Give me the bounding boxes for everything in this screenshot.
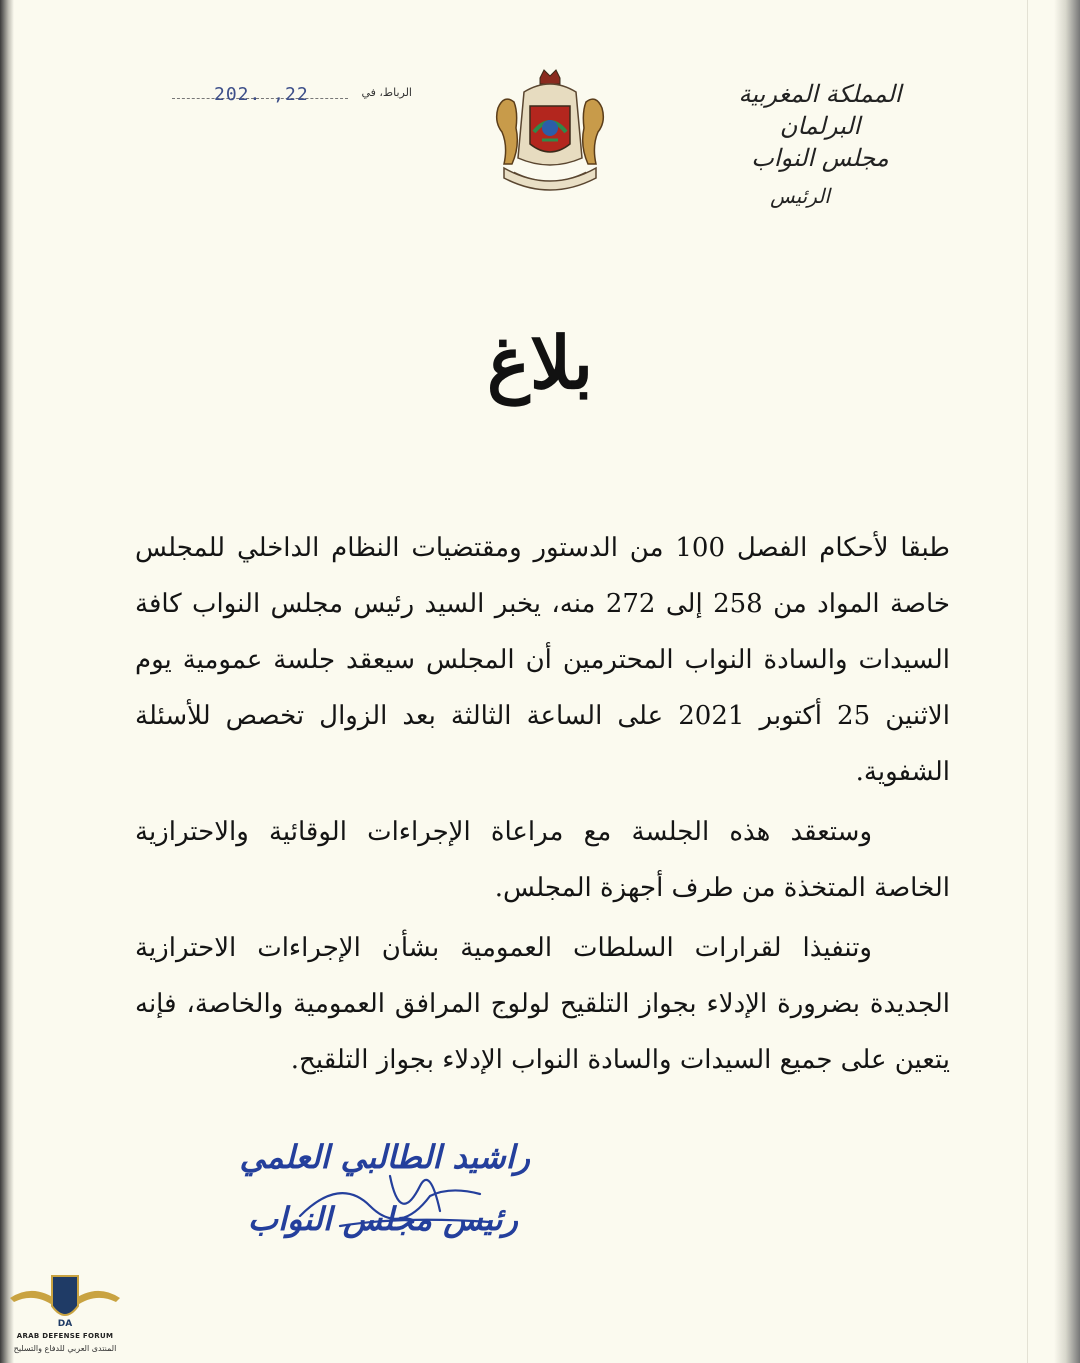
svg-text:DA: DA	[57, 1319, 73, 1329]
paper-fold-line	[1027, 0, 1028, 1363]
document-body	[135, 520, 950, 1092]
date-stamp: 202. ,22	[214, 84, 309, 105]
body-paragraph: طبقا لأحكام الفصل 100 من الدستور ومقتضيات النظام الداخلي للمجلس خاصة المواد من 258 إلى 272 منه، يخبر السيد رئيس مجلس النواب كافة السيدات والسادة النواب المحترمين أن المجلس سيعقد جلسة عمومية يوم الاثنين 25 أكتوبر 2021 على الساعة الثالثة بعد الزوال تخصص للأسئلة الشفوية.	[135, 533, 950, 787]
signatory-title: رئيس مجلس النواب	[247, 1200, 518, 1238]
scan-edge-left	[0, 0, 14, 1363]
document-title: بلاغ	[487, 320, 593, 405]
header-line-parliament: البرلمان	[779, 112, 861, 140]
scan-edge-right	[1054, 0, 1080, 1363]
coat-of-arms-icon	[484, 68, 616, 196]
signatory-name: راشيد الطالبي العلمي	[239, 1138, 530, 1176]
body-paragraph: وستعقد هذه الجلسة مع مراعاة الإجراءات الوقائية والاحترازية الخاصة المتخذة من طرف أجهزة المجلس.	[135, 817, 950, 903]
date-line	[172, 86, 412, 110]
signature-block	[240, 1130, 540, 1260]
body-paragraph: وتنفيذا لقرارات السلطات العمومية بشأن الإجراءات الاحترازية الجديدة بضرورة الإدلاء بجواز التلقيح لولوج المرافق العمومية والخاصة، فإنه يتعين على جميع السيدات والسادة النواب الإدلاء بجواز التلقيح.	[135, 933, 950, 1075]
header-line-president: الرئيس	[770, 184, 830, 208]
arab-defense-forum-logo-icon	[4, 1268, 126, 1330]
watermark-brand-arabic: المنتدى العربي للدفاع والتسليح	[13, 1344, 117, 1353]
header-line-kingdom: المملكة المغربية	[738, 80, 902, 108]
watermark-brand: ARAB DEFENSE FORUM	[16, 1332, 114, 1340]
date-label: الرباط، في	[361, 86, 412, 99]
institution-header	[710, 78, 930, 212]
forum-watermark	[4, 1268, 126, 1360]
header-line-house: مجلس النواب	[751, 144, 889, 172]
